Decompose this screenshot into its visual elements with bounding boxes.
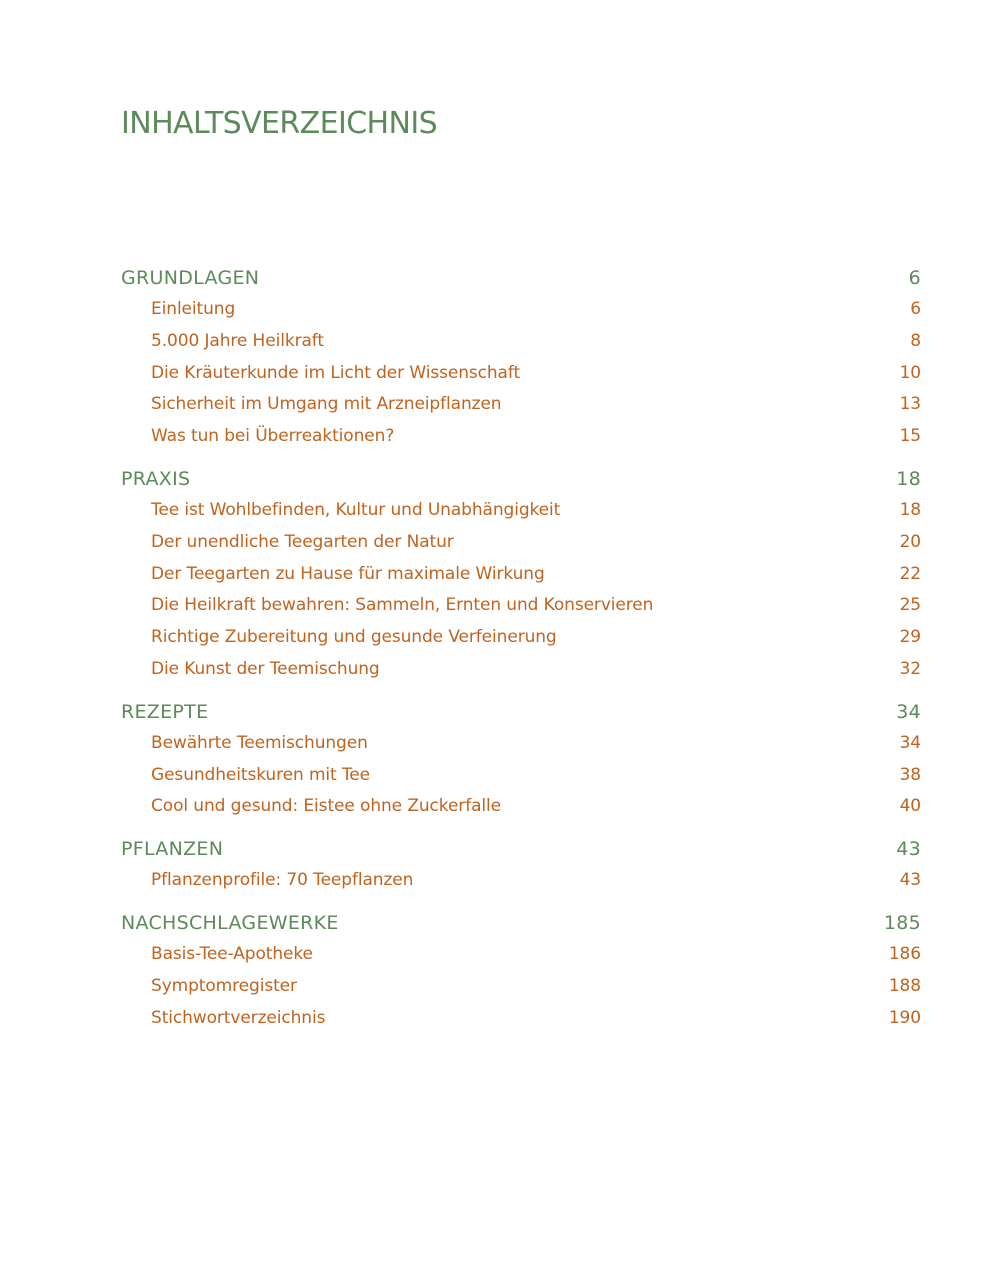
entry-page-number: 29 — [899, 627, 921, 648]
toc-entry[interactable] — [121, 622, 921, 654]
toc-section-heading[interactable] — [121, 262, 921, 294]
toc-section-heading[interactable] — [121, 696, 921, 728]
toc-entry[interactable] — [121, 1003, 921, 1035]
entry-title: Stichwortverzeichnis — [151, 1007, 326, 1028]
toc-entry[interactable] — [121, 495, 921, 527]
entry-page-number: 22 — [899, 563, 921, 584]
entry-page-number: 186 — [888, 943, 921, 964]
toc-section — [121, 907, 921, 1034]
entry-title: Der Teegarten zu Hause für maximale Wirkung — [151, 563, 545, 584]
entry-title: Tee ist Wohlbefinden, Kultur und Unabhängigkeit — [151, 499, 561, 520]
entry-page-number: 13 — [899, 394, 921, 415]
entry-page-number: 18 — [899, 499, 921, 520]
toc-section — [121, 262, 921, 453]
toc-entry[interactable] — [121, 760, 921, 792]
toc-entry[interactable] — [121, 654, 921, 686]
entry-title: Sicherheit im Umgang mit Arzneipflanzen — [151, 394, 502, 415]
toc-entry[interactable] — [121, 294, 921, 326]
toc-entry[interactable] — [121, 358, 921, 390]
entry-page-number: 8 — [910, 330, 921, 351]
entry-page-number: 15 — [899, 426, 921, 447]
entry-page-number: 43 — [899, 870, 921, 891]
section-page-number: 34 — [896, 700, 921, 723]
entry-page-number: 6 — [910, 299, 921, 319]
entry-page-number: 10 — [899, 362, 921, 383]
entry-page-number: 190 — [888, 1007, 921, 1028]
toc-entry[interactable] — [121, 791, 921, 823]
entry-page-number: 40 — [899, 796, 921, 817]
toc-entry[interactable] — [121, 971, 921, 1003]
entry-title: Der unendliche Teegarten der Natur — [151, 531, 454, 552]
entry-title: Symptomregister — [151, 975, 297, 996]
toc-entry[interactable] — [121, 939, 921, 971]
entry-page-number: 20 — [899, 531, 921, 552]
toc-entry[interactable] — [121, 728, 921, 760]
entry-title: Bewährte Teemischungen — [151, 732, 368, 753]
section-title: REZEPTE — [121, 700, 209, 723]
entry-title: Pflanzenprofile: 70 Teepflanzen — [151, 870, 414, 891]
entry-title: Die Kunst der Teemischung — [151, 658, 380, 679]
entry-title: Gesundheitskuren mit Tee — [151, 764, 371, 785]
toc-entry[interactable] — [121, 865, 921, 897]
entry-page-number: 34 — [899, 732, 921, 753]
section-title: GRUNDLAGEN — [121, 267, 260, 289]
toc-entry[interactable] — [121, 326, 921, 358]
entry-title: 5.000 Jahre Heilkraft — [151, 330, 324, 351]
toc-section-heading[interactable] — [121, 907, 921, 939]
toc-entry[interactable] — [121, 421, 921, 453]
toc-section — [121, 463, 921, 686]
entry-title: Einleitung — [151, 299, 236, 319]
toc-section — [121, 696, 921, 823]
section-page-number: 6 — [908, 267, 921, 289]
toc-entry[interactable] — [121, 559, 921, 591]
toc-section-heading[interactable] — [121, 463, 921, 495]
entry-page-number: 38 — [899, 764, 921, 785]
table-of-contents — [121, 262, 921, 1044]
toc-section-heading[interactable] — [121, 833, 921, 865]
toc-entry[interactable] — [121, 389, 921, 421]
entry-title: Die Kräuterkunde im Licht der Wissenschaft — [151, 362, 521, 383]
entry-page-number: 32 — [899, 658, 921, 679]
entry-title: Richtige Zubereitung und gesunde Verfeinerung — [151, 627, 557, 648]
entry-page-number: 25 — [899, 595, 921, 616]
section-page-number: 43 — [896, 838, 921, 861]
entry-title: Was tun bei Überreaktionen? — [151, 426, 395, 447]
section-title: PFLANZEN — [121, 838, 224, 861]
entry-page-number: 188 — [888, 975, 921, 996]
section-page-number: 185 — [883, 911, 921, 934]
entry-title: Basis-Tee-Apotheke — [151, 943, 313, 964]
section-title: NACHSCHLAGEWERKE — [121, 911, 339, 934]
entry-title: Cool und gesund: Eistee ohne Zuckerfalle — [151, 796, 502, 817]
toc-entry[interactable] — [121, 527, 921, 559]
page-title: INHALTSVERZEICHNIS — [121, 106, 438, 141]
section-page-number: 18 — [896, 467, 921, 490]
toc-section — [121, 833, 921, 897]
section-title: PRAXIS — [121, 467, 191, 490]
toc-entry[interactable] — [121, 590, 921, 622]
entry-title: Die Heilkraft bewahren: Sammeln, Ernten und Konservieren — [151, 595, 654, 616]
